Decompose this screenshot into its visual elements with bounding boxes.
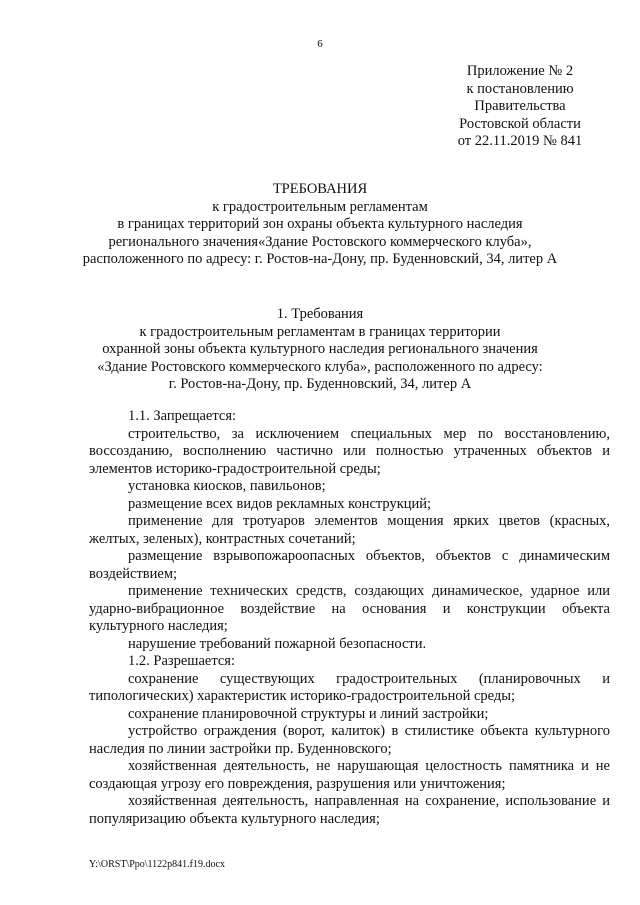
paragraph: размещение всех видов рекламных конструкций;	[128, 495, 432, 512]
section-line: «Здание Ростовского коммерческого клуба», расположенного по адресу:	[97, 358, 543, 375]
paragraph: хозяйственная деятельность, не нарушающая целостность памятника и не создающая угрозу его повреждения, разрушения или уничтожения;	[89, 758, 610, 792]
document-title	[60, 181, 580, 269]
footer-file-path: Y:\ORST\Ppo\1122p841.f19.docx	[89, 859, 225, 870]
page-number: 6	[317, 38, 323, 50]
appendix-block	[440, 63, 600, 151]
appendix-line: Приложение № 2	[466, 63, 574, 79]
section-1-heading	[60, 306, 580, 394]
section-line: к градостроительным регламентам в границах территории	[139, 323, 501, 340]
paragraph: размещение взрывопожароопасных объектов, объектов с динамическим воздействием;	[89, 548, 610, 582]
appendix-line: от 22.11.2019 № 841	[457, 133, 583, 149]
title-line: к градостроительным регламентам	[212, 198, 428, 215]
appendix-line: Ростовской области	[459, 115, 581, 132]
paragraph: хозяйственная деятельность, направленная на сохранение, использование и популяризацию объекта культурного наследия;	[89, 793, 610, 827]
paragraph: сохранение существующих градостроительных (планировочных и типологических) характеристик историко-градостроительной среды;	[89, 670, 610, 704]
section-line: г. Ростов-на-Дону, пр. Буденновский, 34, литер А	[168, 376, 472, 392]
section-heading: 1. Требования	[276, 306, 364, 322]
section-line: охранной зоны объекта культурного наследия регионального значения	[102, 341, 538, 357]
paragraph: применение технических средств, создающих динамическое, ударное или ударно-вибрационное воздействие на основания и конструкции объекта культурного наследия;	[89, 583, 610, 634]
paragraph: нарушение требований пожарной безопасности.	[128, 635, 427, 652]
paragraph: применение для тротуаров элементов мощения ярких цветов (красных, желтых, зеленых), контрастных сочетаний;	[89, 513, 610, 547]
appendix-line: Правительства	[474, 98, 566, 114]
body-text	[89, 408, 610, 828]
paragraph: устройство ограждения (ворот, калиток) в стилистике объекта культурного наследия по линии застройки пр. Буденновского;	[89, 723, 610, 757]
paragraph: строительство, за исключением специальных мер по восстановлению, воссозданию, восполнению частично или полностью утраченных объектов и элементов историко-градостроительной среды;	[89, 425, 610, 477]
clause-1-1: 1.1. Запрещается:	[128, 408, 237, 424]
title-heading: ТРЕБОВАНИЯ	[272, 181, 368, 197]
title-line: расположенного по адресу: г. Ростов-на-Дону, пр. Буденновский, 34, литер А	[82, 251, 558, 267]
appendix-line: к постановлению	[466, 80, 574, 97]
paragraph: установка киосков, павильонов;	[128, 478, 326, 494]
title-line: регионального значения«Здание Ростовского коммерческого клуба»,	[108, 233, 532, 250]
title-line: в границах территорий зон охраны объекта культурного наследия	[117, 216, 523, 232]
clause-1-2: 1.2. Разрешается:	[128, 653, 235, 669]
paragraph: сохранение планировочной структуры и линий застройки;	[128, 705, 489, 722]
